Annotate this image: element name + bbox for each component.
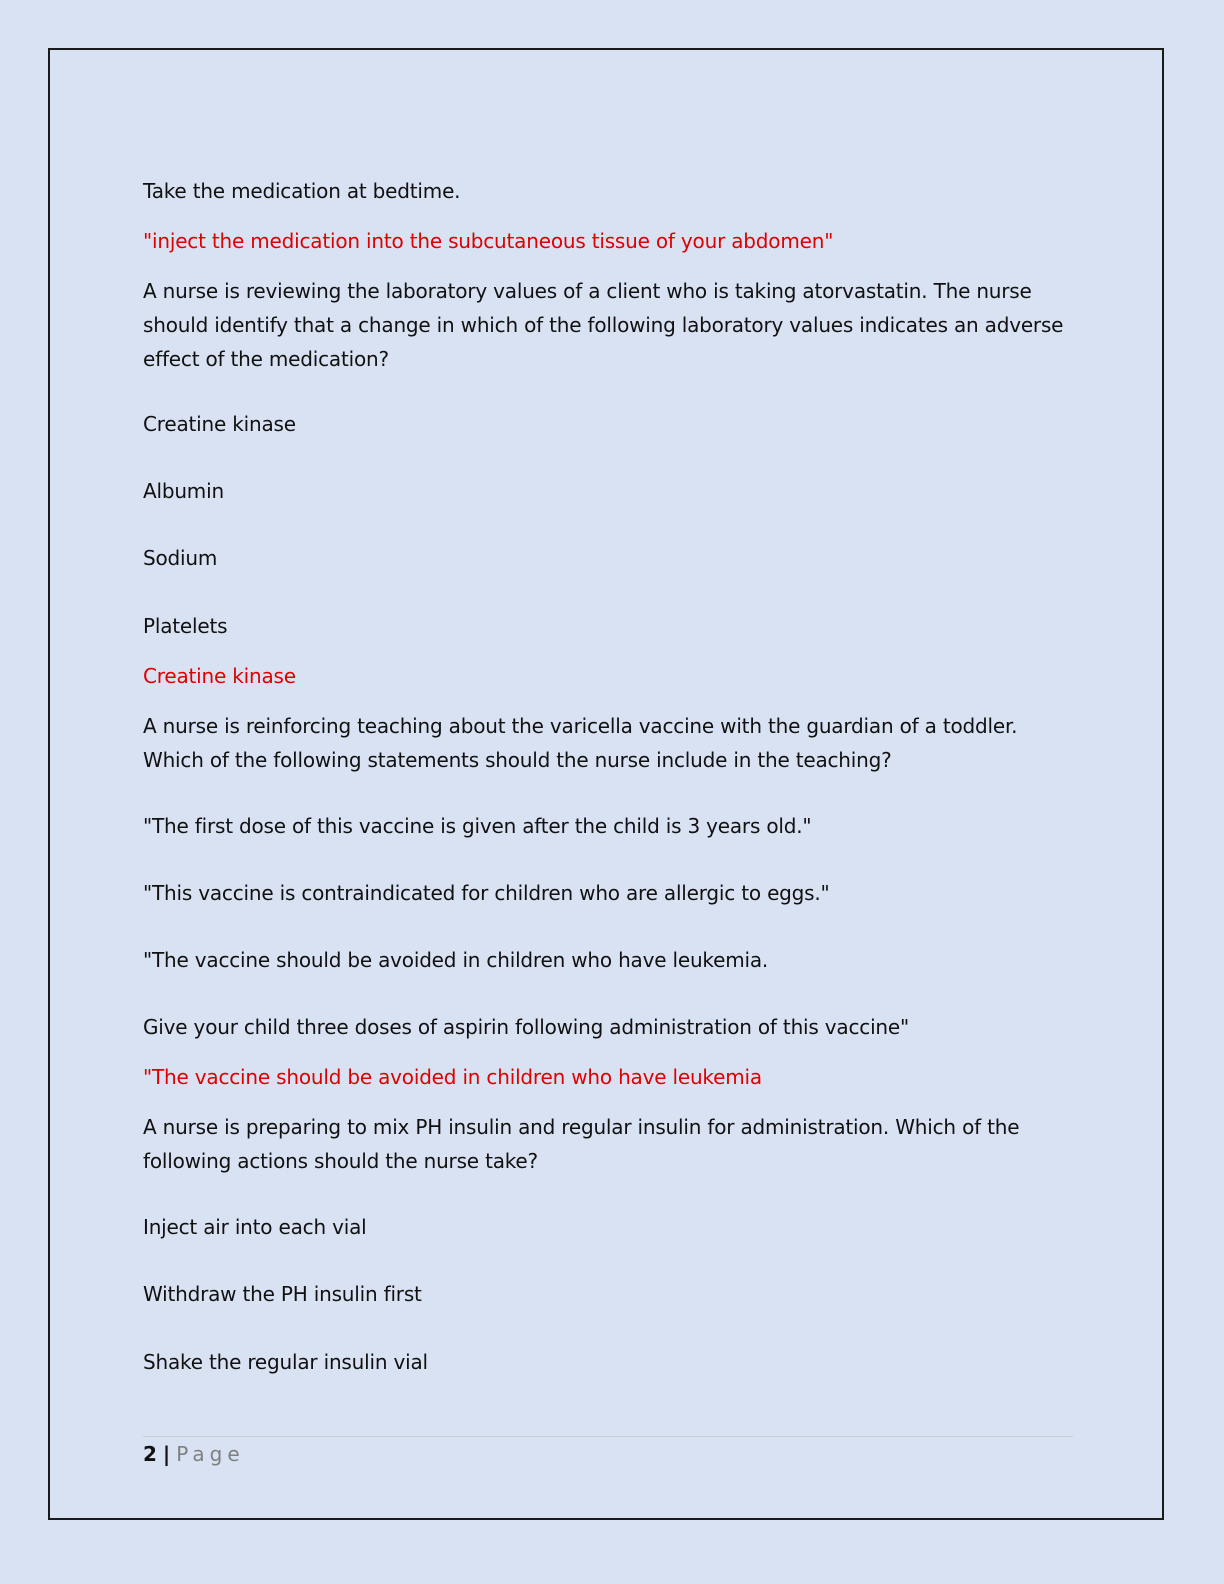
answer-text: Creatine kinase — [143, 664, 296, 688]
footer-divider — [143, 1436, 1073, 1437]
page-label: Page — [176, 1442, 245, 1466]
option-text: Sodium — [143, 546, 218, 570]
question-text: A nurse is reinforcing teaching about the varicella vaccine with the guardian of a toddler. Which of the following statements should the nurse include in the teaching? — [143, 714, 1018, 772]
page-number: 2 — [143, 1442, 157, 1466]
answer-text: "The vaccine should be avoided in children who have leukemia — [143, 1065, 762, 1089]
question-text: A nurse is reviewing the laboratory values of a client who is taking atorvastatin. The nurse should identify that a change in which of the following laboratory values indicates an adverse effect of the medication? — [143, 279, 1064, 371]
option-text: "The vaccine should be avoided in children who have leukemia. — [143, 948, 769, 972]
answer-text: "inject the medication into the subcutaneous tissue of your abdomen" — [143, 229, 834, 253]
option-text: Platelets — [143, 614, 228, 638]
option-text: Albumin — [143, 479, 224, 503]
option-text: "The first dose of this vaccine is given after the child is 3 years old." — [143, 814, 812, 838]
page-footer — [143, 1440, 245, 1468]
footer-separator: | — [162, 1442, 171, 1466]
question-text: A nurse is preparing to mix PH insulin and regular insulin for administration. Which of the following actions should the nurse take? — [143, 1115, 1020, 1173]
option-text: Withdraw the PH insulin first — [143, 1282, 422, 1306]
option-text: Creatine kinase — [143, 412, 296, 436]
option-text: Shake the regular insulin vial — [143, 1350, 428, 1374]
option-text: Inject air into each vial — [143, 1215, 367, 1239]
text-line: Take the medication at bedtime. — [143, 179, 461, 203]
option-text: Give your child three doses of aspirin following administration of this vaccine" — [143, 1015, 910, 1039]
option-text: "This vaccine is contraindicated for children who are allergic to eggs." — [143, 881, 830, 905]
